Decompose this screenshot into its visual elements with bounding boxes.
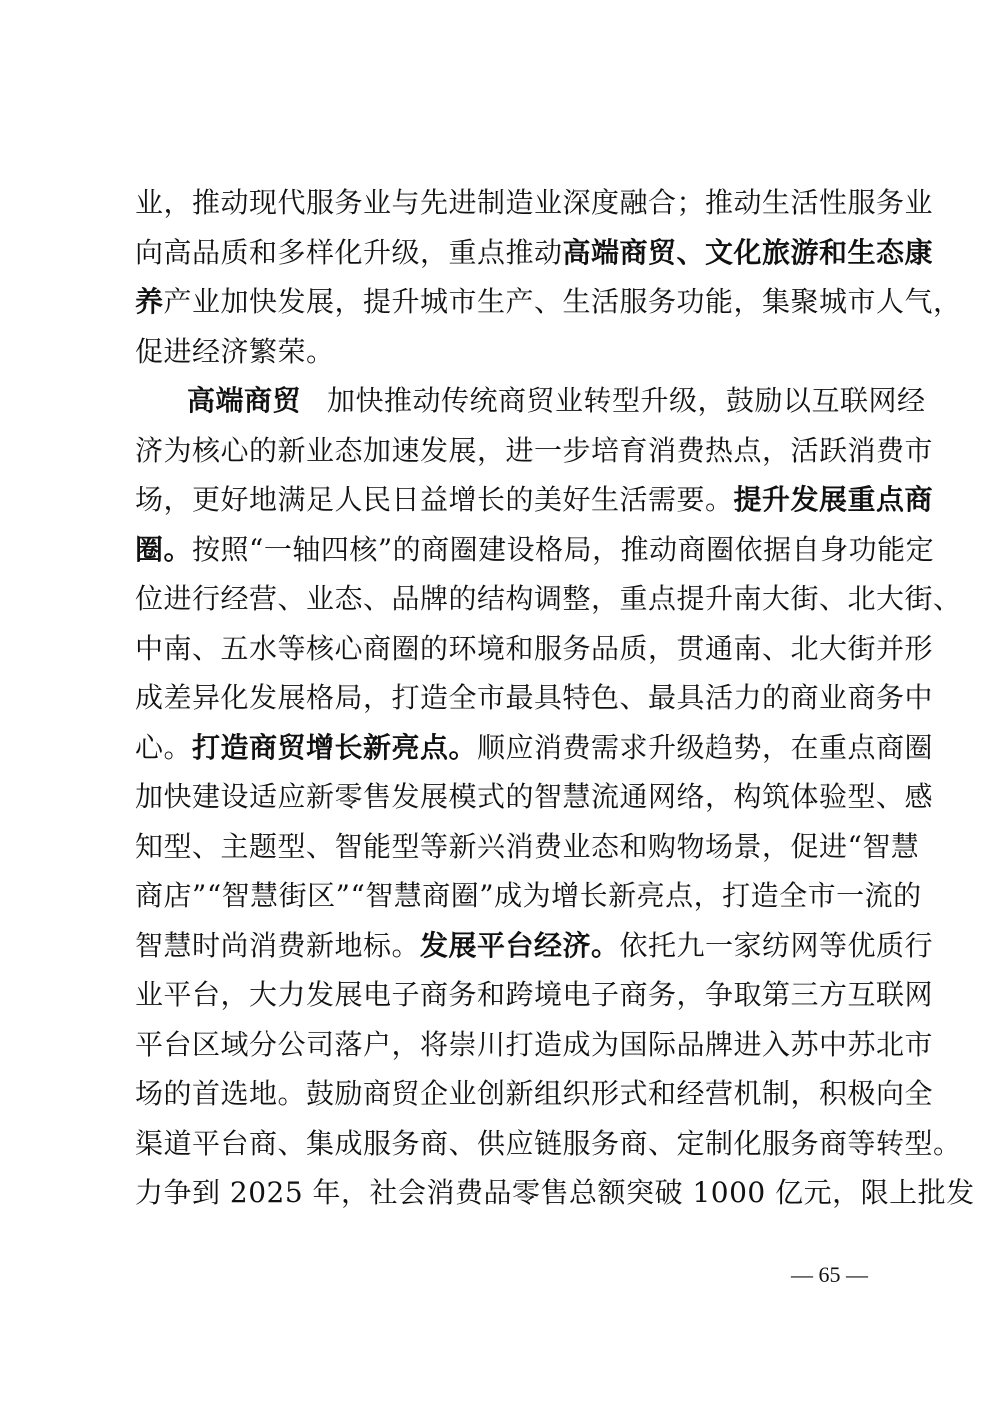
text-line (135, 475, 934, 525)
bold-phrase: 高端商贸、文化旅游和生态康 (562, 235, 934, 269)
text-run: 位进行经营、业态、品牌的结构调整，重点提升南大街、北大街、 (135, 582, 962, 615)
text-run: 力争到 2025 年，社会消费品零售总额突破 1000 亿元，限上批发 (135, 1176, 975, 1209)
text-line (135, 376, 926, 426)
text-line (135, 970, 934, 1020)
text-line (135, 178, 934, 228)
text-run: 中南、五水等核心商圈的环境和服务品质，贯通南、北大街并形 (135, 631, 934, 665)
text-run: 依托九一家纺网等优质行 (619, 928, 934, 962)
text-line (135, 822, 920, 872)
text-line (135, 723, 934, 773)
text-run: 顺应消费需求升级趋势，在重点商圈 (477, 730, 934, 764)
text-run: 加快建设适应新零售发展模式的智慧流通网络，构筑体验型、感 (135, 780, 934, 813)
text-run: 济为核心的新业态加速发展，进一步培育消费热点，活跃消费市 (135, 433, 934, 467)
text-line (135, 327, 868, 377)
text-line (135, 624, 934, 674)
text-run: 心。 (135, 730, 193, 764)
text-run: 商店”“智慧街区”“智慧商圈”成为增长新亮点，打造全市一流的 (135, 879, 922, 912)
text-run: 促进经济繁荣。 (135, 334, 335, 368)
text-run: 场，更好地满足人民日益增长的美好生活需要。 (135, 483, 734, 516)
bold-phrase: 圈。 (135, 532, 193, 566)
text-run: 成差异化发展格局，打造全市最具特色、最具活力的商业商务中 (135, 681, 934, 714)
text-line (135, 673, 934, 723)
text-run: 加快推动传统商贸业转型升级，鼓励以互联网经 (327, 384, 926, 417)
bold-phrase: 打造商贸增长新亮点。 (192, 730, 478, 764)
text-line (135, 1119, 962, 1169)
text-line (135, 277, 962, 327)
bold-phrase: 高端商贸 (187, 384, 302, 417)
text-line (135, 525, 935, 575)
text-run: 渠道平台商、集成服务商、供应链服务商、定制化服务商等转型。 (135, 1126, 962, 1160)
text-run: 智慧时尚消费新地标。 (135, 928, 421, 962)
text-run: 向高品质和多样化升级，重点推动 (135, 235, 563, 269)
page-number: — 65 — (791, 1262, 868, 1287)
text-run: 场的首选地。鼓励商贸企业创新组织形式和经营机制，积极向全 (135, 1077, 934, 1110)
text-line (135, 871, 922, 921)
text-run: 知型、主题型、智能型等新兴消费业态和购物场景，促进“智慧 (135, 829, 920, 863)
text-line (135, 574, 962, 624)
text-run: 平台区域分公司落户，将崇川打造成为国际品牌进入苏中苏北市 (135, 1027, 934, 1061)
text-run: 按照“一轴四核”的商圈建设格局，推动商圈依据自身功能定 (192, 532, 935, 566)
text-run: 业平台，大力发展电子商务和跨境电子商务，争取第三方互联网 (135, 978, 934, 1011)
bold-phrase: 养 (135, 285, 164, 318)
text-line (135, 1069, 934, 1119)
text-line (135, 228, 934, 278)
text-line (135, 1168, 975, 1218)
text-line (135, 921, 934, 971)
text-run: 业，推动现代服务业与先进制造业深度融合；推动生活性服务业 (135, 186, 934, 219)
bold-phrase: 发展平台经济。 (420, 928, 620, 962)
text-line (135, 772, 934, 822)
text-line (135, 426, 934, 476)
document-body (135, 178, 975, 1218)
text-run: 产业加快发展，提升城市生产、生活服务功能，集聚城市人气， (163, 285, 962, 318)
text-line (135, 1020, 934, 1070)
bold-phrase: 提升发展重点商 (733, 483, 934, 516)
